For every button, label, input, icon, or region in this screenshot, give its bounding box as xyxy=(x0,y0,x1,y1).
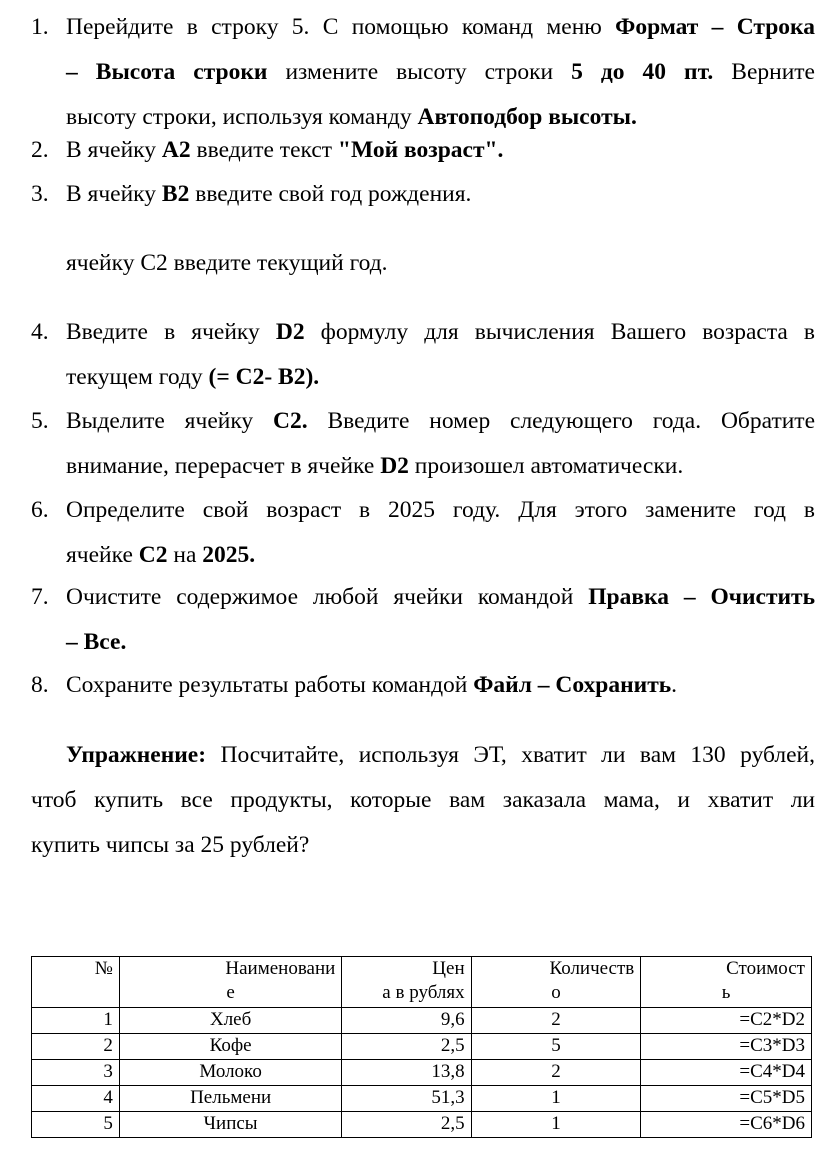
table-cell: 1 xyxy=(471,1086,641,1112)
table-cell: 9,6 xyxy=(342,1008,471,1034)
table-cell: =C6*D6 xyxy=(641,1112,812,1138)
text-line: В ячейку А2 введите текст "Мой возраст". xyxy=(66,137,504,163)
table-cell: 2,5 xyxy=(342,1112,471,1138)
text-line: текущем году (= С2- В2). xyxy=(66,364,320,390)
table-cell: 51,3 xyxy=(342,1086,471,1112)
table-row xyxy=(32,1034,812,1060)
table-cell: 5 xyxy=(32,1112,120,1138)
text-line: Выделите ячейку С2. Введите номер следующего года. Обратите xyxy=(66,408,815,434)
text-line: ячейку С2 введите текущий год. xyxy=(66,250,388,276)
text-line: ячейке С2 на 2025. xyxy=(66,542,256,568)
list-number: 4. xyxy=(31,319,49,345)
list-number: 2. xyxy=(31,137,49,163)
table-cell: Хлеб xyxy=(119,1008,341,1034)
text-line: – Все. xyxy=(66,629,127,655)
text-line: Перейдите в строку 5. С помощью команд меню Формат – Строка xyxy=(66,14,815,40)
table-cell: 2 xyxy=(32,1034,120,1060)
table-header-row xyxy=(32,957,812,1008)
text-line: высоту строки, используя команду Автоподбор высоты. xyxy=(66,104,637,130)
text-line: Определите свой возраст в 2025 году. Для этого замените год в xyxy=(66,497,815,523)
table-cell: 13,8 xyxy=(342,1060,471,1086)
text-line: внимание, перерасчет в ячейке D2 произошел автоматически. xyxy=(66,453,684,479)
header-cell: Количеств о xyxy=(471,957,641,1008)
exercise-paragraph xyxy=(31,733,815,868)
header-cell: Наименовани е xyxy=(119,957,341,1008)
table-cell: 5 xyxy=(471,1034,641,1060)
table-row xyxy=(32,1086,812,1112)
table-cell: Молоко xyxy=(119,1060,341,1086)
table-row xyxy=(32,1112,812,1138)
table-cell: 3 xyxy=(32,1060,120,1086)
table-cell: Пельмени xyxy=(119,1086,341,1112)
table-cell: Чипсы xyxy=(119,1112,341,1138)
list-number: 7. xyxy=(31,584,49,610)
table-row xyxy=(32,1008,812,1034)
text-line: Очистите содержимое любой ячейки командой Правка – Очистить xyxy=(66,584,815,610)
list-number: 3. xyxy=(31,181,49,207)
text-line: чтоб купить все продукты, которые вам заказала мама, и хватит ли xyxy=(31,787,815,813)
text-line: – Высота строки измените высоту строки 5 до 40 пт. Верните xyxy=(66,59,815,85)
table-cell: 1 xyxy=(32,1008,120,1034)
table-cell: =C4*D4 xyxy=(641,1060,812,1086)
header-cell: Цен а в рублях xyxy=(342,957,471,1008)
header-cell: Стоимост ь xyxy=(641,957,812,1008)
table-cell: =C2*D2 xyxy=(641,1008,812,1034)
table-cell: Кофе xyxy=(119,1034,341,1060)
text-line: купить чипсы за 25 рублей? xyxy=(31,832,310,858)
list-number: 8. xyxy=(31,672,49,698)
exercise-label: Упражнение: xyxy=(66,742,207,768)
table-cell: 2,5 xyxy=(342,1034,471,1060)
text-line: Сохраните результаты работы командой Файл – Сохранить. xyxy=(66,672,678,698)
list-number: 6. xyxy=(31,497,49,523)
list-number: 1. xyxy=(31,14,49,40)
text-line: Введите в ячейку D2 формулу для вычисления Вашего возраста в xyxy=(66,319,815,345)
list-number: 5. xyxy=(31,408,49,434)
text-line: В ячейку В2 введите свой год рождения. xyxy=(66,181,472,207)
header-cell: № xyxy=(32,957,120,1008)
table-cell: =C5*D5 xyxy=(641,1086,812,1112)
products-table xyxy=(31,956,812,1138)
table-row xyxy=(32,1060,812,1086)
table-cell: 1 xyxy=(471,1112,641,1138)
table-cell: 2 xyxy=(471,1060,641,1086)
table-cell: 4 xyxy=(32,1086,120,1112)
table-cell: 2 xyxy=(471,1008,641,1034)
text-line: Упражнение: Посчитайте, используя ЭТ, хватит ли вам 130 рублей, xyxy=(66,742,815,768)
table-cell: =C3*D3 xyxy=(641,1034,812,1060)
